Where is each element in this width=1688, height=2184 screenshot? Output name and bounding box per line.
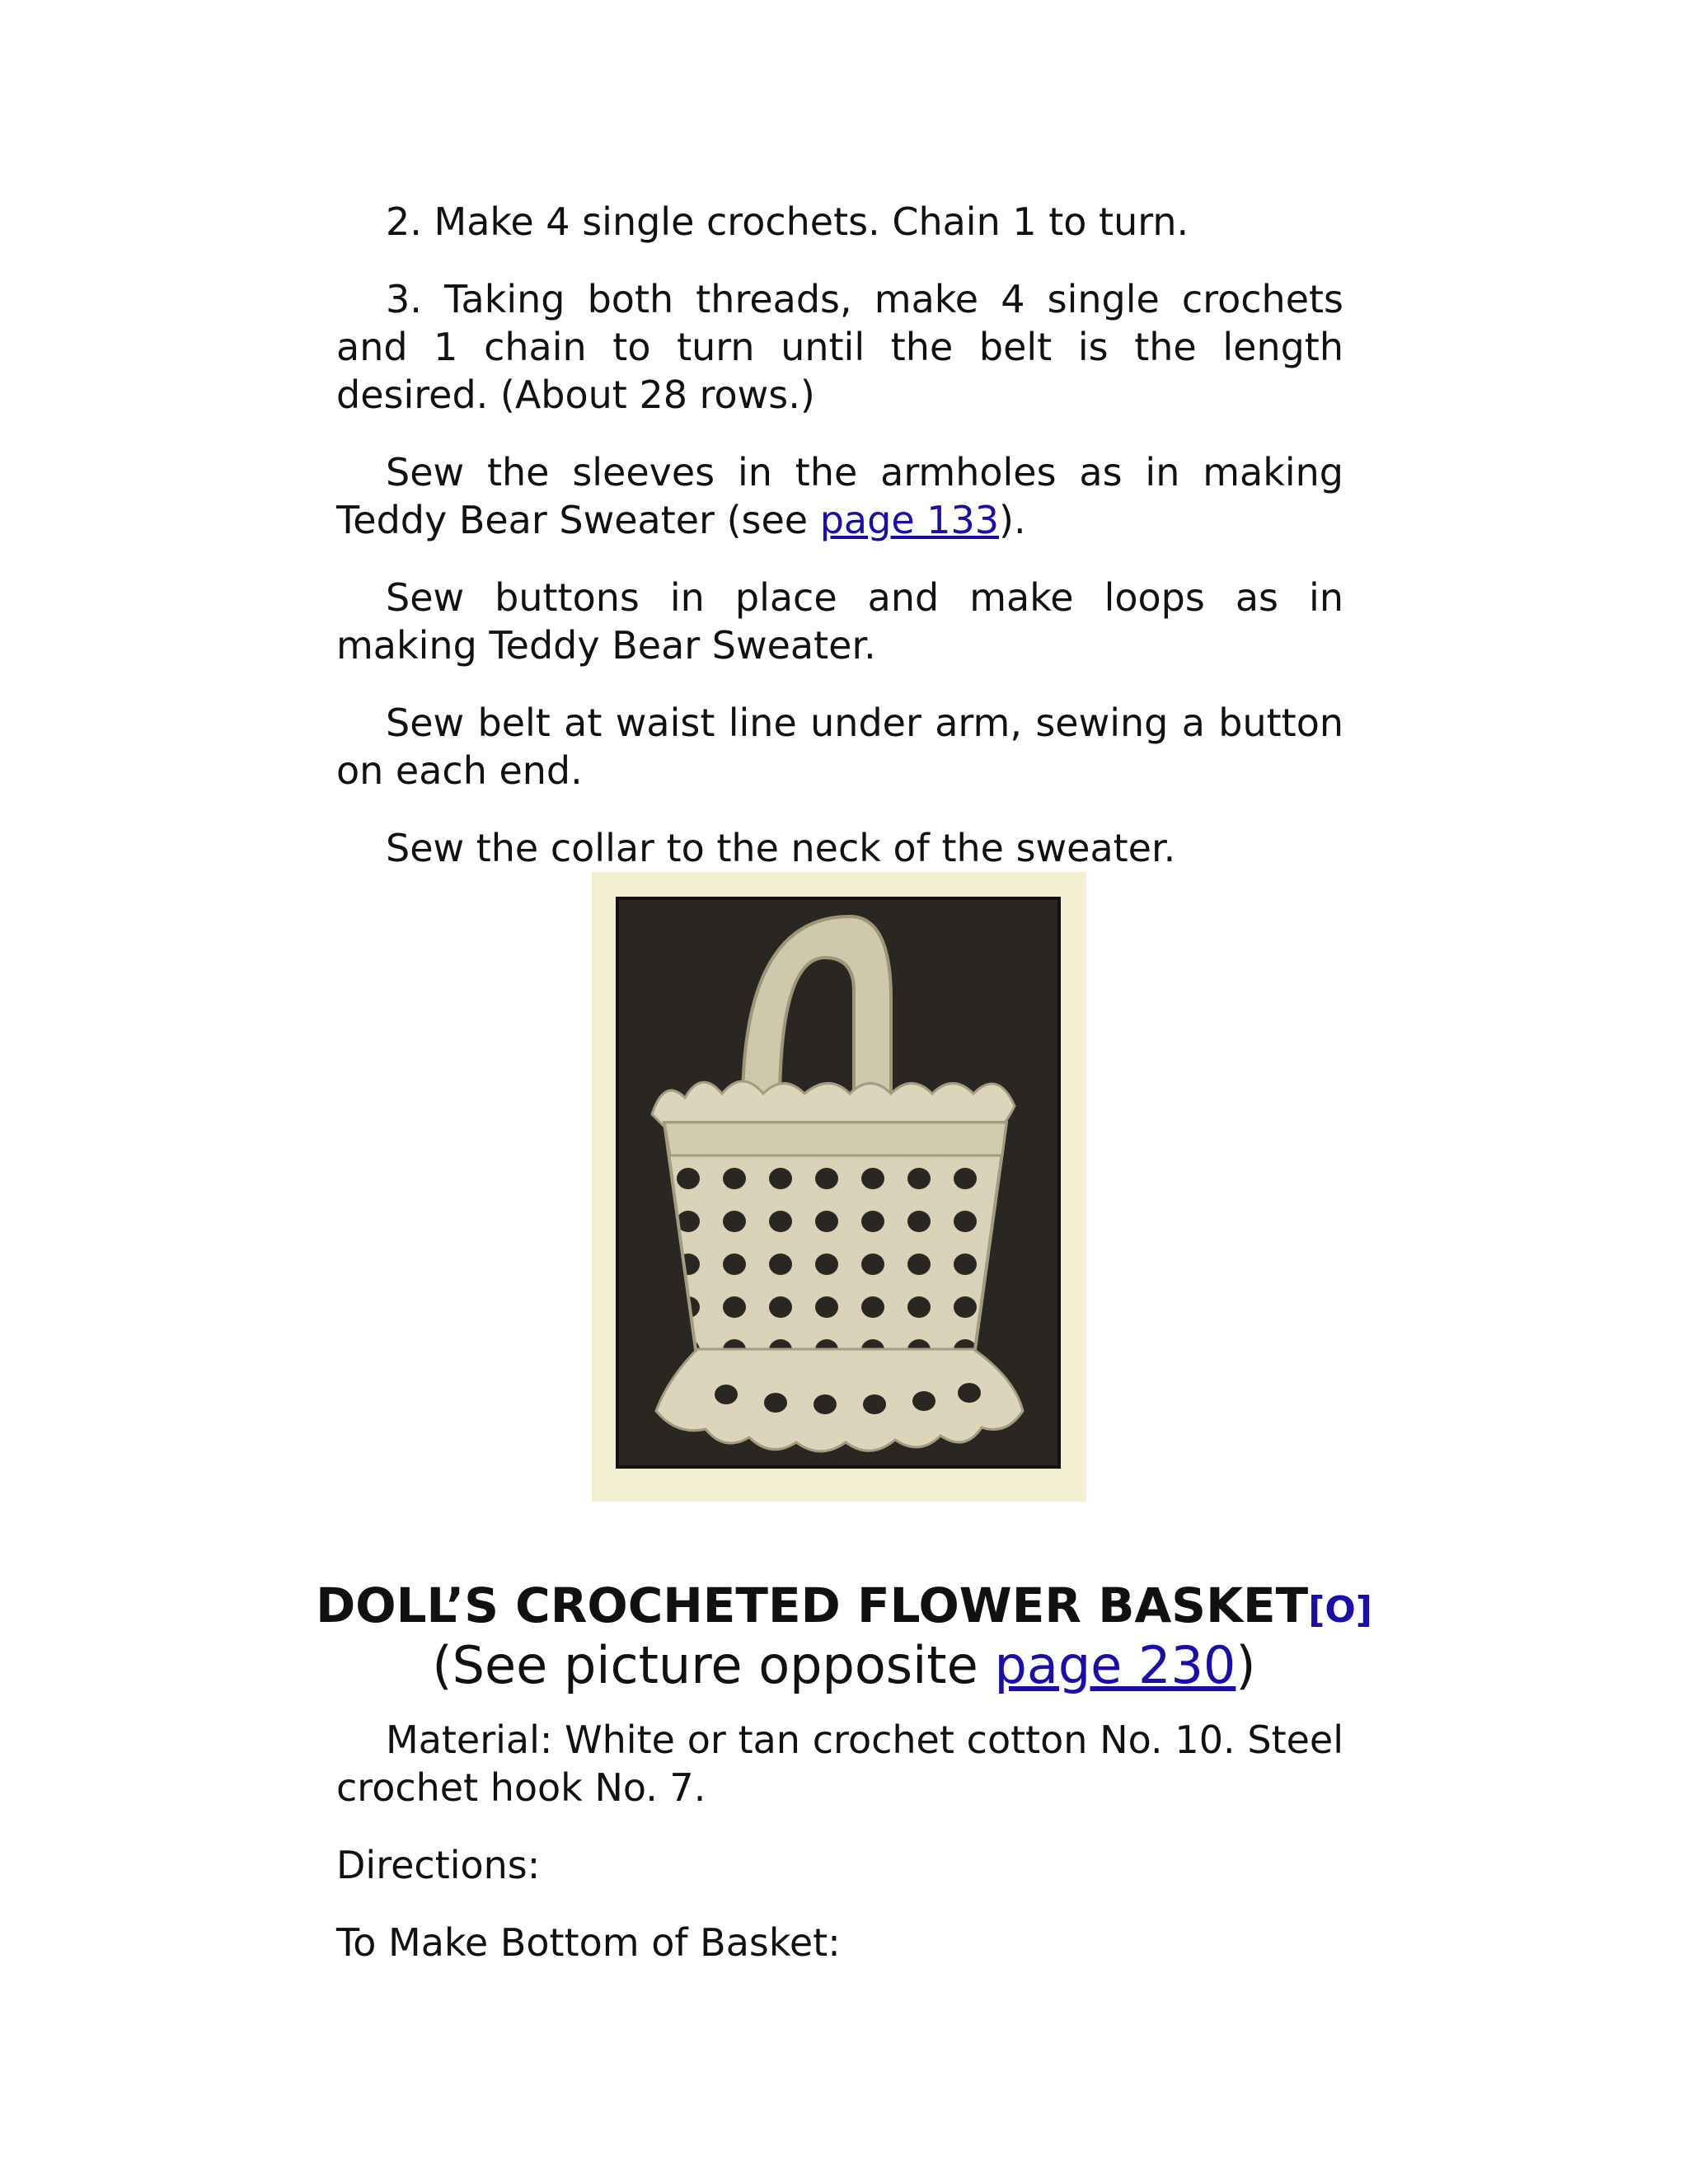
section-title-text: DOLL’S CROCHETED FLOWER BASKET: [316, 1577, 1309, 1633]
paragraph-step-2: 2. Make 4 single crochets. Chain 1 to turn.: [386, 199, 1189, 244]
text-block-top: [336, 198, 1343, 872]
paragraph-bottom-of-basket: To Make Bottom of Basket:: [336, 1920, 841, 1965]
paragraph-material: Material: White or tan crochet cotton No. 10. Steel crochet hook No. 7.: [336, 1718, 1343, 1810]
section-subtitle: [0, 1635, 1688, 1695]
subtitle-end: ): [1236, 1635, 1256, 1695]
page-133-link[interactable]: page 133: [819, 498, 1000, 542]
basket-photo-frame: [616, 897, 1061, 1469]
paragraph-sleeves-text: Sew the sleeves in the armholes as in making Teddy Bear Sweater (see: [336, 450, 1343, 542]
paragraph-collar: Sew the collar to the neck of the sweater.: [386, 826, 1176, 870]
subtitle-text: (See picture opposite: [432, 1635, 995, 1695]
paragraph-sleeves-end: ).: [999, 498, 1026, 542]
paragraph-belt: Sew belt at waist line under arm, sewing a button on each end.: [336, 701, 1343, 793]
page-230-link[interactable]: page 230: [994, 1635, 1236, 1695]
crochet-basket-image: [619, 900, 1057, 1465]
paragraph-directions: Directions:: [336, 1843, 541, 1887]
footnote-link[interactable]: [O]: [1308, 1589, 1372, 1631]
paragraph-sleeves: [336, 448, 1343, 544]
text-block-bottom: [336, 1716, 1343, 1966]
paragraph-buttons: Sew buttons in place and make loops as in making Teddy Bear Sweater.: [336, 575, 1343, 668]
section-title: [0, 1577, 1688, 1633]
paragraph-step-3: 3. Taking both threads, make 4 single crochets and 1 chain to turn until the belt is the length desired. (About 28 rows.): [336, 277, 1343, 417]
basket-illustration: [592, 872, 1086, 1502]
